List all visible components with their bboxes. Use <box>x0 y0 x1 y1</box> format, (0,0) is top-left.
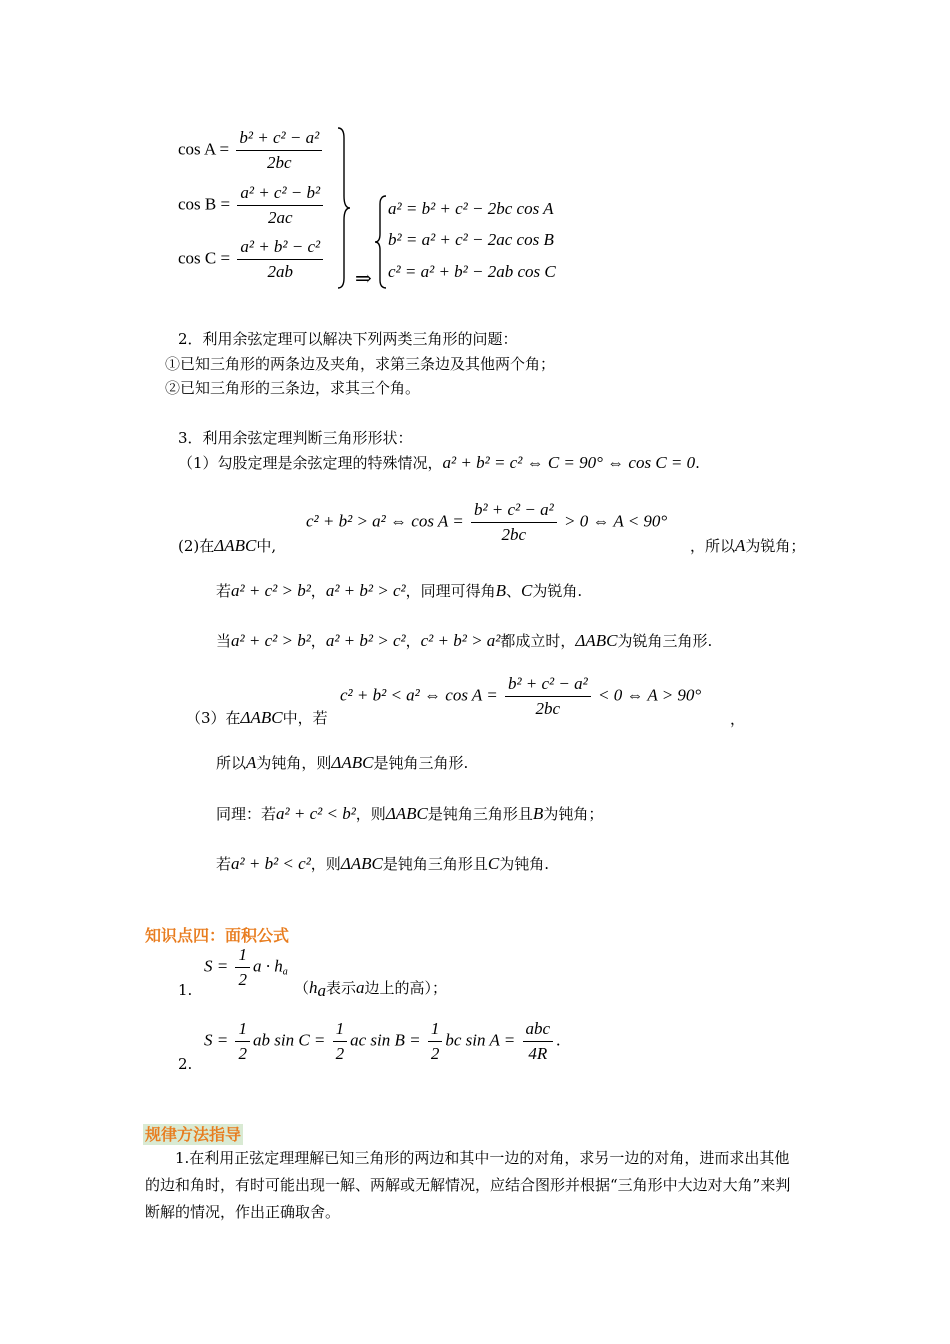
area-f1-formula: S = $\frac{1}{2}$ $a \cdot h_a$ <box>204 945 288 989</box>
sec3-p2-formula: c² + b² > a² ⇔ cos A = $\frac{\text{b² + c² − a²}}{2bc}$ > 0 ⇔ A < 90° <box>306 500 668 544</box>
cos-a-lhs: cos A = <box>178 139 230 159</box>
right-brace <box>336 126 352 291</box>
sec3-p2-tail: ，所以A为锐角； <box>690 536 806 555</box>
law-cos-b: b² = a² + c² − 2ac cos B <box>388 230 554 249</box>
sec3-title: 3．利用余弦定理判断三角形形状： <box>178 429 413 447</box>
pythag-math: a² + b² = c² ⇔ C = 90° ⇔ cos C = 0 <box>442 453 696 472</box>
half-fraction: $\frac{1}{2}$ <box>235 945 250 990</box>
left-brace <box>374 194 388 290</box>
area-f2-num: 2. <box>178 1055 193 1073</box>
half-fraction-1: $\frac{1}{2}$ <box>235 1019 250 1064</box>
sec3-p3-formula: c² + b² < a² ⇔ cos A = $\frac{\text{b² + c² − a²}}{2bc}$ < 0 ⇔ A > 90° <box>340 674 702 718</box>
method-text: 1.在利用正弦定理理解已知三角形的两边和其中一边的对角，求另一边的对角，进而求出其他的边和角时，有时可能出现一解、两解或无解情况，应结合图形并根据“三角形中大边对大角”来判断解的情况，作出正确取舍。 <box>145 1149 791 1221</box>
sec3-p3-line2: 所以A为钝角，则ΔABC是钝角三角形. <box>216 753 469 772</box>
sec3-p2-line2: 若a² + c² > b²，a² + b² > c²，同理可得角B、C为锐角. <box>216 581 583 600</box>
sec2-item1: ①已知三角形的两条边及夹角，求第三条边及其他两个角； <box>165 355 556 373</box>
cos-c-lhs: cos C = <box>178 248 231 268</box>
sec3-p2-pre: (2)在ΔABC中, <box>178 536 277 555</box>
cos-a-formula <box>178 128 325 173</box>
cos-b-formula <box>178 183 326 228</box>
sec2-item2: ②已知三角形的三条边，求其三个角。 <box>165 379 421 397</box>
area-f1-num: 1. <box>178 981 193 999</box>
cos-b-fraction: $\frac{\text{a² + c² − b²}}{2ac}$ <box>237 183 323 228</box>
law-cos-c: c² = a² + b² − 2ab cos C <box>388 262 556 281</box>
area-f2-formula: S = $\frac{1}{2}$ ab sin C = $\frac{1}{2}$ ac sin B = $\frac{1}{2}$ bc sin A = $\frac{\text{abc}}{4R}$ . <box>204 1019 561 1063</box>
method-heading: 规律方法指导 <box>145 1125 242 1144</box>
p2-fraction: $\frac{\text{b² + c² − a²}}{2bc}$ <box>471 500 557 545</box>
sec3-p2-line3: 当a² + c² > b²，a² + b² > c²，c² + b² > a²都成立时，ΔABC为锐角三角形. <box>216 631 713 650</box>
half-fraction-3: $\frac{1}{2}$ <box>428 1019 443 1064</box>
cos-a-fraction: $\frac{\text{b² + c² − a²}}{2bc}$ <box>236 128 322 173</box>
sec3-p3-line4: 若a² + b² < c²，则ΔABC是钝角三角形且C为钝角. <box>216 854 550 873</box>
sec3-p3-line3: 同理：若a² + c² < b²，则ΔABC是钝角三角形且B为钝角； <box>216 804 604 823</box>
abc-fraction: $\frac{\text{abc}}{4R}$ <box>523 1019 554 1064</box>
sec3-p3-pre: （3）在ΔABC中，若 <box>186 708 328 727</box>
cos-c-formula <box>178 237 326 282</box>
cos-c-fraction: $\frac{\text{a² + b² − c²}}{2ab}$ <box>237 237 323 282</box>
law-cos-a: a² = b² + c² − 2bc cos A <box>388 199 554 218</box>
implies-arrow: ⇒ <box>355 268 372 290</box>
area-heading: 知识点四：面积公式 <box>145 926 290 945</box>
area-f1-note: （$h_a$表示a边上的高）； <box>294 978 448 1000</box>
sec2-title: 2．利用余弦定理可以解决下列两类三角形的问题： <box>178 330 518 348</box>
sec3-p1: （1）勾股定理是余弦定理的特殊情况，a² + b² = c² ⇔ C = 90° ⇔ cos C = 0. <box>178 453 700 472</box>
p3-fraction: $\frac{\text{b² + c² − a²}}{2bc}$ <box>505 674 591 719</box>
half-fraction-2: $\frac{1}{2}$ <box>333 1019 348 1064</box>
cos-b-lhs: cos B = <box>178 194 231 214</box>
sec3-p3-comma: ， <box>730 710 746 728</box>
